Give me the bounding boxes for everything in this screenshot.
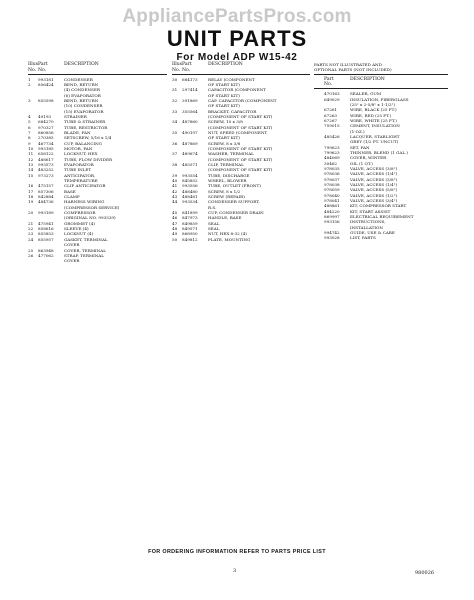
illus-no — [314, 123, 324, 134]
description: BRACKET, CAPACITOR (COMPONENT OF START KIT) — [208, 108, 273, 119]
header-rule — [314, 88, 448, 89]
note-rule — [314, 74, 448, 75]
table-row — [28, 173, 167, 184]
description: KIT, START ASSIST — [350, 208, 391, 214]
illus-no: 5 — [28, 119, 31, 125]
page-title: UNIT PARTS — [166, 26, 308, 51]
description: SCREW, 8 x 1/2 — [208, 188, 241, 194]
description: BEND, RETURN (10) CONDENSER (15) EVAPORATOR — [64, 97, 104, 114]
part-no: 391869 — [182, 97, 198, 103]
part-no: 845852 — [182, 178, 198, 184]
part-no: 993028 — [324, 235, 340, 241]
illus-no: 44 — [172, 199, 178, 205]
illus-no: 23 — [28, 231, 34, 237]
table-row — [28, 210, 167, 221]
description: COMPRESSOR (ORIGINAL NO. 993539) — [64, 210, 116, 221]
description: GUIDE, USE & CARE — [350, 230, 395, 236]
part-no: 490197 — [182, 129, 198, 135]
illus-no — [314, 219, 324, 230]
part-no: 860856 — [38, 129, 54, 135]
part-no: 973273 — [38, 172, 54, 178]
watermark: AppliancePartsPros.com — [122, 6, 352, 27]
description: CLIP, TERMINAL (COMPONENT OF START KIT) — [208, 162, 273, 173]
description: CUP, CONDENSER DRAIN — [208, 210, 264, 216]
description: HARNESS WIRING (COMPRESSOR SERVICE) — [64, 199, 120, 210]
illus-no-header — [314, 77, 324, 89]
illus-no-header: Illus. No. — [28, 62, 40, 73]
part-no: 858616 — [38, 226, 54, 232]
description: OIL (1 QT.) — [350, 160, 373, 166]
part-no: 488861 — [324, 203, 340, 209]
part-no: 855598 — [38, 97, 54, 103]
table-row — [314, 97, 448, 108]
description: ANTICIPATOR, TEMPERATURE — [64, 172, 98, 184]
illus-no: 31 — [172, 87, 178, 93]
column-header — [314, 77, 448, 89]
description: VALVE, ACCESS (3/8") — [350, 176, 398, 182]
description: LACQUER, STARLIGHT GREY (1/2 PT. UNCUT) — [350, 133, 400, 145]
table-row — [172, 98, 310, 109]
part-no: 841899 — [182, 210, 198, 216]
part-no: 993554 — [182, 172, 198, 178]
header-rule — [172, 74, 310, 75]
part-no: 270385 — [38, 135, 54, 141]
parts-column-1 — [28, 62, 167, 264]
description: GROMMET (4) — [64, 220, 95, 226]
description: BEND, RETURN (4) CONDENSER (6) EVAPORATOR — [64, 81, 101, 98]
table-row — [314, 235, 448, 240]
illus-no: 18 — [28, 194, 34, 200]
part-no: 49193 — [38, 113, 52, 119]
part-no: 978040 — [324, 192, 340, 198]
table-row — [172, 109, 310, 120]
part-no: 799623 — [324, 144, 340, 150]
part-no: 993573 — [38, 162, 54, 167]
part-no: 487860 — [182, 119, 198, 125]
part-no: 684173 — [182, 76, 198, 82]
description: RELAY (COMPONENT OF START KIT) — [208, 76, 255, 87]
part-no: 489674 — [182, 151, 198, 157]
illus-no: 42 — [172, 188, 178, 194]
description: CONDENSER — [64, 76, 93, 82]
parts-rows — [172, 77, 310, 243]
illus-no: 48 — [172, 226, 178, 232]
description: INSTRUCTIONS, INSTALLATION — [350, 219, 386, 230]
header-rule — [28, 74, 167, 75]
illus-no-header: Illus. No. — [172, 62, 184, 73]
illus-no: 47 — [172, 220, 178, 226]
illus-no — [314, 235, 324, 240]
part-no: 847973 — [182, 215, 198, 221]
part-no: 855853 — [38, 231, 54, 237]
table-row — [28, 237, 167, 248]
part-no-header: Part No. — [324, 76, 334, 88]
not-illustrated-note: PARTS NOT ILLUSTRATED AND OPTIONAL PARTS (NOT INCLUDED) — [314, 62, 392, 73]
part-no: 993556 — [182, 183, 198, 189]
column-header — [172, 62, 310, 74]
table-row — [172, 130, 310, 141]
illus-no: 14 — [28, 167, 34, 173]
illus-no: 7 — [28, 129, 31, 135]
parts-column-3 — [314, 62, 448, 241]
description: SET, FAN — [350, 144, 370, 150]
description: BLADE, FAN — [64, 129, 91, 135]
illus-no: 50 — [172, 236, 178, 242]
illus-no: 37 — [172, 151, 178, 157]
part-no: 857306 — [38, 188, 54, 194]
part-no: 978037 — [324, 176, 340, 182]
table-row — [172, 141, 310, 152]
parts-column-2 — [172, 62, 310, 242]
table-row — [314, 134, 448, 145]
illus-no — [314, 134, 324, 145]
illus-no: 8 — [28, 135, 31, 141]
part-no: 483252 — [38, 167, 54, 173]
description: TUBE, OUTLET (FRONT) — [208, 183, 261, 189]
table-row — [314, 219, 448, 230]
illus-no: 22 — [28, 226, 34, 232]
illus-no: 11 — [28, 151, 34, 157]
illus-no: 35 — [172, 129, 178, 135]
illus-no: 6 — [28, 124, 31, 130]
table-row — [28, 98, 167, 114]
part-no: 484220 — [324, 208, 340, 214]
illus-no: 25 — [28, 247, 34, 253]
description: EVAPORATOR — [64, 162, 94, 167]
part-no: 799623 — [324, 149, 340, 155]
illus-no: 43 — [172, 194, 178, 200]
table-row — [172, 199, 310, 210]
page-number: 3 — [233, 568, 237, 574]
description: VALVE, ACCESS (1/4") — [350, 182, 398, 188]
part-no: 684270 — [38, 119, 54, 125]
part-no: 487869 — [182, 140, 198, 146]
part-no: 67261 — [324, 107, 338, 113]
part-no: 993156 — [324, 219, 340, 225]
description: VALVE, ACCESS (1/4") — [350, 171, 398, 177]
part-no: 485571 — [182, 162, 198, 167]
description: STRAP, TERMINAL COVER — [64, 252, 104, 264]
part-no: 868950 — [182, 231, 198, 237]
description: TUBE, FLOW DIVIDER — [64, 156, 113, 162]
part-no: 67263 — [324, 112, 338, 118]
description: CEMENT, INSULATION (1-OZ.) — [350, 123, 400, 134]
part-no: 993181 — [38, 76, 54, 82]
description: ELECTRICAL REQUIREMENT — [350, 214, 414, 220]
part-no: 869997 — [324, 214, 340, 220]
parts-rows — [28, 77, 167, 264]
part-no: 30462 — [324, 160, 338, 166]
illus-no — [314, 97, 324, 108]
part-no: 355564 — [182, 108, 198, 114]
illus-no: 16 — [28, 183, 34, 189]
part-no: 475157 — [38, 183, 54, 189]
part-no: 978059 — [324, 187, 340, 193]
description: VALVE, ACCESS (3/8") — [350, 166, 398, 171]
table-row — [314, 123, 448, 134]
part-no: 658122 — [38, 151, 54, 157]
illus-no: 32 — [172, 97, 178, 103]
description-header: DESCRIPTION — [350, 76, 385, 82]
illus-no: 39 — [172, 172, 178, 178]
illus-no: 24 — [28, 236, 34, 242]
document-number: 980026 — [415, 570, 435, 576]
description: LOCKNUT, HEX — [64, 151, 98, 157]
illus-no: 38 — [172, 162, 178, 167]
illus-no: 9 — [28, 140, 31, 146]
description: TUBE & STRAINER — [64, 119, 106, 125]
description: WIRE, WHITE (25 FT.) — [350, 117, 397, 123]
part-no: 856424 — [38, 81, 54, 87]
description: CONDENSER SUPPORT, R.S. — [208, 199, 260, 210]
part-no: 978041 — [324, 198, 340, 204]
table-row — [172, 237, 310, 242]
description: SLEEVE (4) — [64, 226, 89, 232]
description: WIRE, RED (25 FT.) — [350, 112, 392, 118]
illus-no: 12 — [28, 156, 34, 162]
illus-no: 41 — [172, 183, 178, 189]
description: KIT, COMPRESSOR START — [350, 203, 407, 209]
description: SETSCREW, 5/16 x 1/4 — [64, 135, 112, 141]
description: SCREW (REPAIR) — [208, 194, 245, 200]
illus-no: 17 — [28, 188, 34, 194]
illus-no: 40 — [172, 178, 178, 184]
table-row — [172, 119, 310, 130]
description: MOTOR, FAN — [64, 145, 93, 151]
part-no: 993534 — [182, 199, 198, 205]
part-no: 849812 — [182, 236, 198, 242]
part-no: 485426 — [324, 133, 340, 139]
illus-no: 46 — [172, 215, 178, 221]
description: INSULATION, FIBERGLASS (25" x 2-5/8" x 1-1/2") — [350, 96, 409, 107]
description: BASE — [64, 188, 76, 194]
part-no: 842884 — [38, 194, 54, 200]
description: VALVE, ACCESS (5/8") — [350, 187, 398, 193]
description: CUP, BALANCING — [64, 140, 102, 146]
illus-no: 45 — [172, 210, 178, 216]
part-no: 849859 — [182, 220, 198, 226]
description: WHEEL, BLOWER — [208, 178, 247, 184]
part-no: 475941 — [38, 220, 54, 226]
description: NUT, SPEED (COMPONENT OF START KIT) — [208, 129, 268, 141]
table-row — [28, 82, 167, 98]
part-no: 863948 — [38, 247, 54, 253]
description: LOCKNUT (4) — [64, 231, 94, 237]
description: WASHER, TERMINAL (COMPONENT OF START KIT) — [208, 151, 273, 162]
description: STRAINER — [64, 113, 87, 119]
part-no: 467734 — [38, 140, 54, 146]
illus-no: 36 — [172, 140, 178, 146]
illus-no: 15 — [28, 172, 34, 178]
part-no: 488481 — [182, 194, 198, 200]
column-header — [28, 62, 167, 74]
description: COVER, WINTER — [350, 155, 387, 161]
illus-no: 4 — [28, 113, 31, 119]
part-no: 993185 — [38, 145, 54, 151]
description-header: DESCRIPTION — [208, 62, 243, 67]
illus-no: 49 — [172, 231, 178, 237]
description: PLATE, MOUNTING — [208, 236, 251, 242]
illus-no: 10 — [28, 145, 34, 151]
ordering-info-footer: FOR ORDERING INFORMATION REFER TO PARTS PRICE LIST — [148, 549, 326, 555]
model-subtitle: For Model ADP W15-42 — [176, 52, 298, 63]
table-row — [172, 77, 310, 88]
part-no: 978038 — [324, 182, 340, 188]
description: LIST, PARTS — [350, 235, 376, 241]
illus-no: 2 — [28, 81, 31, 87]
description-header: DESCRIPTION — [64, 62, 99, 67]
table-row — [28, 199, 167, 210]
part-no: 970327 — [38, 124, 54, 130]
part-no: 67267 — [324, 117, 338, 123]
illus-no: 30 — [172, 76, 178, 82]
description: WIRE, BLACK (25 FT.) — [350, 107, 397, 113]
description: COVER, TERMINAL — [64, 247, 106, 253]
description: VALVE, ACCESS (1/2") — [350, 192, 398, 198]
table-row — [172, 87, 310, 98]
illus-no: 26 — [28, 252, 34, 258]
part-no: 978036 — [324, 171, 340, 177]
description: SEAL — [208, 220, 220, 226]
part-no: 477062 — [38, 252, 54, 258]
description: SEALER, GUM — [350, 91, 382, 97]
description: SCREW, 10 x 3/8 (COMPONENT OF START KIT) — [208, 119, 273, 130]
part-no: 993189 — [38, 210, 54, 216]
description: SCREW, 8 x 3/8 (COMPONENT OF START KIT) — [208, 140, 273, 151]
table-row — [28, 253, 167, 264]
description: CLAMP — [64, 194, 80, 200]
description: GASKET, TERMINAL COVER — [64, 236, 108, 248]
illus-no: 33 — [172, 108, 178, 114]
part-no-header: Part No. — [38, 62, 48, 73]
description: NUT, HEX 8-32 (4) — [208, 231, 247, 237]
part-no: 488617 — [38, 156, 54, 162]
description: TUBE, DISCHARGE — [208, 172, 250, 178]
part-no: 849571 — [182, 226, 198, 232]
part-no: 484069 — [324, 155, 340, 161]
part-no: 994742 — [324, 230, 340, 236]
illus-no: 13 — [28, 162, 34, 167]
description: VALVE, ACCESS (3/4") — [350, 198, 398, 204]
description: CAPACITOR (COMPONENT OF START KIT) — [208, 87, 266, 98]
description: TUBE INLET — [64, 167, 92, 173]
part-no: 759015 — [324, 123, 340, 129]
part-no: 649029 — [324, 96, 340, 102]
part-no: 488480 — [182, 188, 198, 194]
illus-no: 21 — [28, 220, 34, 226]
description: TUBE, RESTRICTOR — [64, 124, 108, 130]
part-no: 470163 — [324, 91, 340, 97]
description: CAP. CAPACITOR (COMPONENT OF START KIT) — [208, 97, 277, 109]
part-no: 855957 — [38, 236, 54, 242]
part-no: 484736 — [38, 199, 54, 205]
description: HANDLE, BASE — [208, 215, 242, 221]
table-row — [172, 151, 310, 162]
description: THINNER, BLEND (1 GAL.) — [350, 149, 408, 155]
part-no-header: Part No. — [182, 62, 192, 73]
table-row — [172, 162, 310, 173]
illus-no: 1 — [28, 76, 31, 82]
illus-no: 34 — [172, 119, 178, 125]
part-no: 978035 — [324, 166, 340, 171]
illus-no: 19 — [28, 199, 34, 205]
parts-rows — [314, 91, 448, 241]
description: SEAL — [208, 226, 220, 232]
illus-no: 20 — [28, 210, 34, 216]
illus-no: 3 — [28, 97, 31, 103]
part-no: 297414 — [182, 87, 198, 93]
description: CLIP ANTICIPATOR — [64, 183, 106, 189]
